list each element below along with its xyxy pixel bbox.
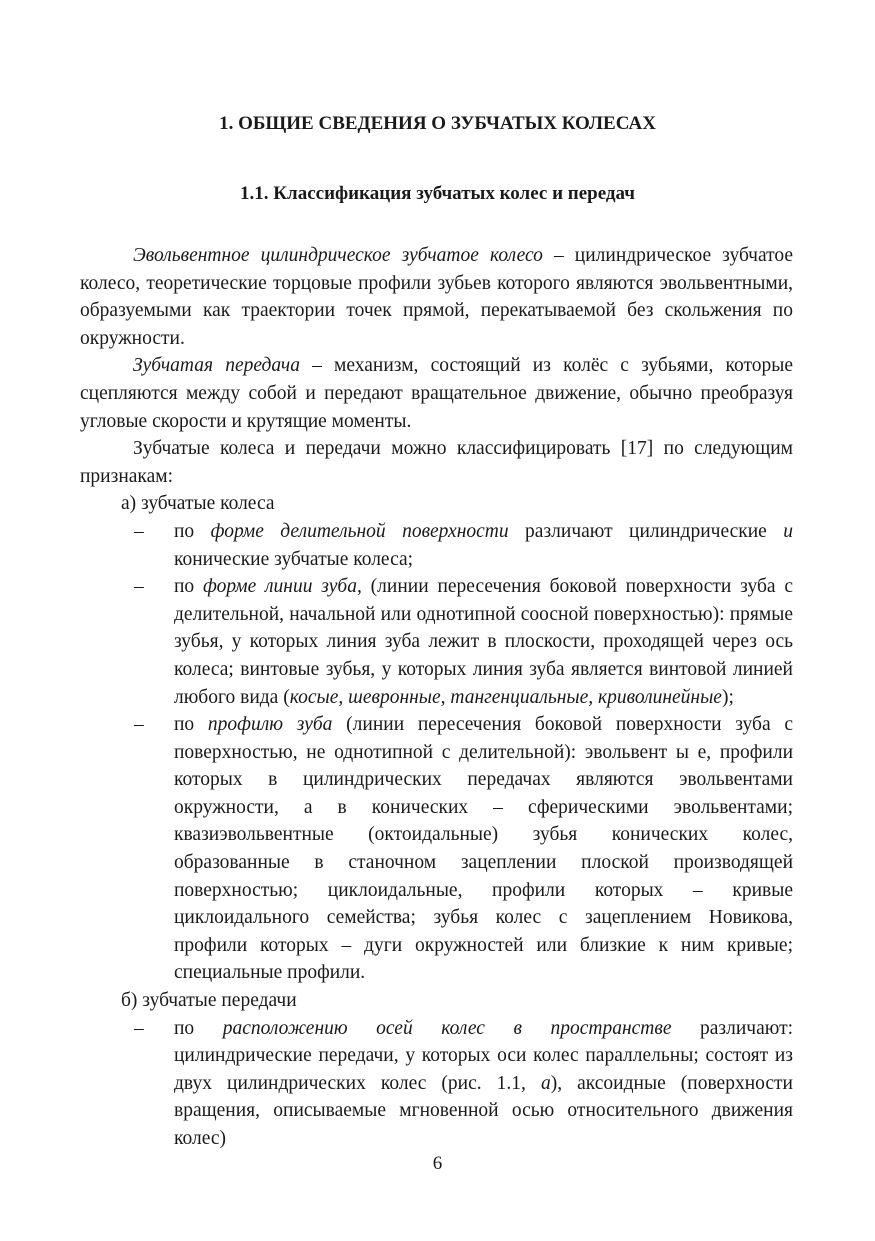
list-dash: – (134, 714, 144, 736)
page-number: 6 (432, 1153, 443, 1174)
list-dash: – (134, 576, 144, 598)
list-dash: – (134, 1017, 144, 1039)
list-item (80, 711, 793, 987)
list-item (80, 573, 793, 711)
paragraph-classification-intro: Зубчатые колеса и передачи можно классифицировать [17] по следующим признакам: (80, 438, 793, 487)
list-dash: – (134, 520, 144, 542)
term-involute-gear: Эвольвентное цилиндрическое зубчатое колесо (133, 245, 543, 266)
list-item (80, 1015, 793, 1153)
list-item-text: по форме линии зуба, (линии пересечения боковой поверхности зуба с делительной, начальной или однотипной соосной поверхностью): прямые зубья, у которых линия зуба лежит в плоскости, проходящей через ось колеса; винтовые зубья, у которых линия зуба является винтовой линией любого вида (косые, шевронные, тангенциальные, криволинейные); (174, 576, 793, 708)
chapter-heading: 1. ОБЩИЕ СВЕДЕНИЯ О ЗУБЧАТЫХ КОЛЕСАХ (219, 113, 656, 134)
body-text (80, 242, 793, 1153)
list-label-gears: а) зубчатые колеса (121, 493, 275, 515)
list-item-text: по расположению осей колес в пространстве различают: цилиндрические передачи, у которых оси колес параллельны; состоят из двух цилиндрических колес (рис. 1.1, а), аксоидные (поверхности вращения, описываемые мгновенной осью относительного движения колес) (174, 1017, 794, 1149)
term-gear-transmission: Зубчатая передача (133, 355, 300, 377)
list-item (80, 518, 793, 573)
list-item-text: по форме делительной поверхности различают цилиндрические и конические зубчатые колеса; (174, 520, 793, 570)
list-label-transmissions: б) зубчатые передачи (121, 990, 297, 1012)
paragraph-definition-gear: Эвольвентное цилиндрическое зубчатое колесо – цилиндрическое зубчатое колесо, теоретические торцовые профили зубьев которого являются эвольвентными, образуемыми как траектории точек прямой, перекатываемой без скольжения по окружности. (80, 245, 793, 349)
paragraph-definition-transmission: Зубчатая передача – механизм, состоящий из колёс с зубьями, которые сцепляются между собой и передают вращательное движение, обычно преобразуя угловые скорости и крутящие моменты. (80, 355, 793, 432)
section-heading: 1.1. Классификация зубчатых колес и передач (240, 183, 635, 204)
list-item-text: по профилю зуба (линии пересечения боковой поверхности зуба с поверхностью, не однотипной с делительной): эвольвент ы е, профили которых в цилиндрических передачах являются эвольвентами окружности, а в конических – сферическими эвольвентами; квазиэвольвентные (октоидальные) зубья конических колес, образованные в станочном зацеплении плоской производящей поверхностью; циклоидальные, профили которых – кривые циклоидального семейства; зубья колес с зацеплением Новикова, профили которых – дуги окружностей или близкие к ним кривые; специальные профили. (174, 714, 793, 984)
